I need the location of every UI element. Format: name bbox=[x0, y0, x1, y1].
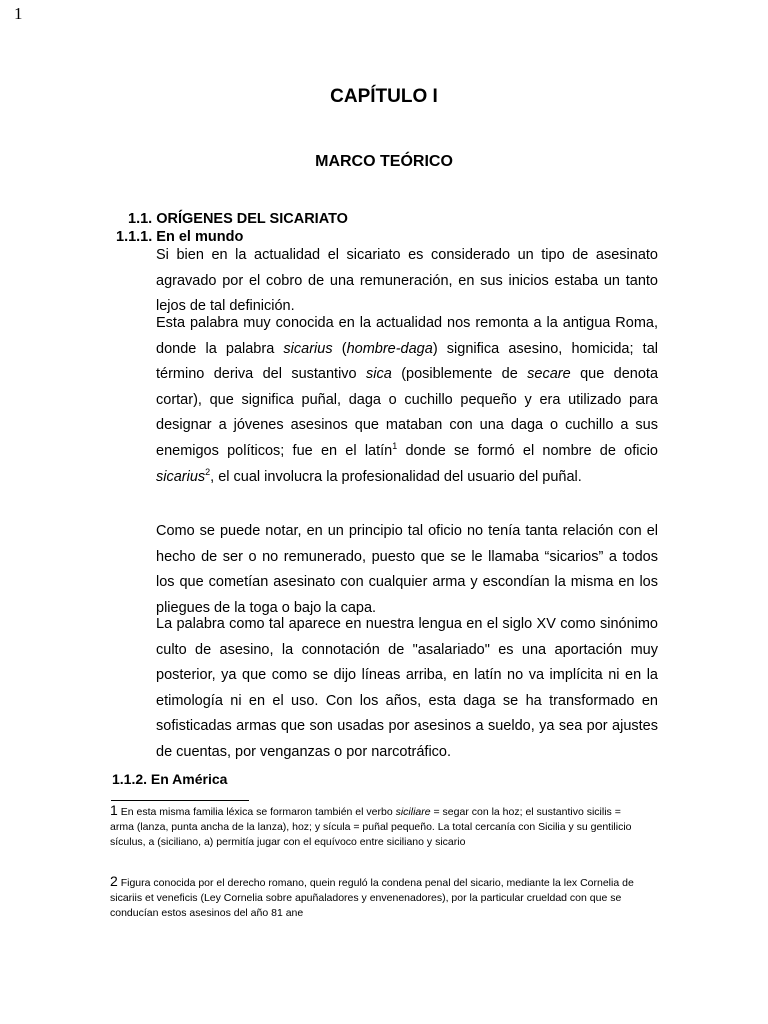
footnote-2: 2 Figura conocida por el derecho romano, quein reguló la condena penal del sicario, mediante la lex Cornelia de sicariis et veneficis (Ley Cornelia sobre apuñaladores y envenenadores), por la particular crueldad con que se conducían estos asesinos del año 81 ane bbox=[110, 873, 634, 919]
heading-en-america: 1.1.2. En América bbox=[112, 771, 228, 787]
footnote-ref-2: 2 bbox=[205, 466, 211, 477]
paragraph-3: Como se puede notar, en un principio tal oficio no tenía tanta relación con el hecho de ser o no remunerado, puesto que se le llamaba “sicarios” a todos los que cometían asesinato con cualquier arma y escondían la misma en los pliegues de la toga o bajo la capa. bbox=[156, 523, 658, 616]
footnote-separator bbox=[111, 800, 249, 801]
paragraph-1: Si bien en la actualidad el sicariato es considerado un tipo de asesinato agravado por el cobro de una remuneración, en sus inicios estaba un tanto lejos de tal definición. bbox=[156, 247, 658, 314]
page-number: 1 bbox=[14, 4, 23, 23]
footnote-1: 1 En esta misma familia léxica se formaron también el verbo siciliare = segar con la hoz; el sustantivo sicilis = arma (lanza, punta ancha de la lanza), hoz; y sícula = puñal pequeño. La total cercanía con Sicilia y su gentilicio sículus, a (siciliano, a) permitía jugar con el equívoco entre siciliano y sicario bbox=[110, 802, 632, 848]
paragraph-2: Esta palabra muy conocida en la actualidad nos remonta a la antigua Roma, donde la palabra sicarius (hombre-daga) significa asesino, homicida; tal término deriva del sustantivo sica (posiblemente de secare que denota cortar), que significa puñal, daga o cuchillo pequeño y era utilizado para designar a jóvenes asesinos que mataban con una daga o cuchillo a sus enemigos políticos; fue en el latín$^1$ donde se formó el nombre de oficio sicarius$^2$, el cual involucra la profesionalidad del usuario del puñal. bbox=[156, 315, 659, 485]
paragraph-4: La palabra como tal aparece en nuestra lengua en el siglo XV como sinónimo culto de asesino, la connotación de "asalariado" es una aportación muy posterior, ya que como se dijo líneas arriba, en latín no va implícita ni en la etimología ni en el uso. Con los años, esta daga se ha transformado en sofisticadas armas que son usadas por asesinos a sueldo, ya sea por ajustes de cuentas, por venganzas o por narcotráfico. bbox=[156, 616, 658, 760]
chapter-title: CAPÍTULO I bbox=[330, 86, 438, 107]
heading-origenes: 1.1. ORÍGENES DEL SICARIATO bbox=[128, 211, 348, 227]
footnote-ref-1: 1 bbox=[392, 441, 398, 452]
heading-en-el-mundo: 1.1.1. En el mundo bbox=[116, 229, 244, 245]
section-title: MARCO TEÓRICO bbox=[315, 153, 453, 170]
